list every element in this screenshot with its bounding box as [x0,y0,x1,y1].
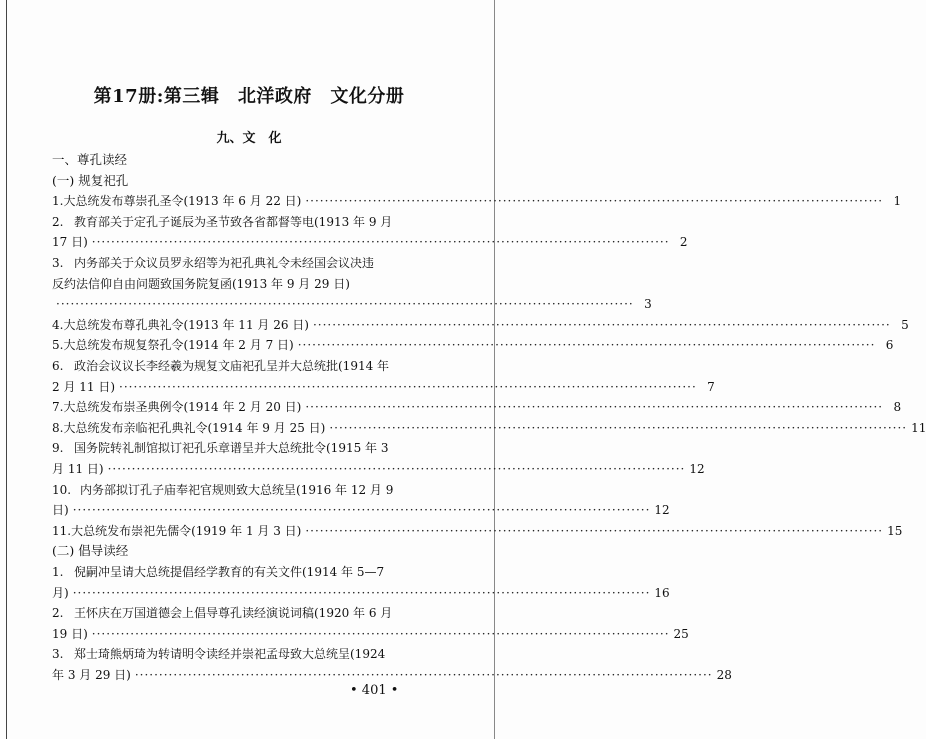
entry-page-number: 12 [654,503,670,518]
leader-dots: ························································································································ [72,503,651,518]
leader-dots: ························································································································ [305,194,884,209]
page-edge-left [6,0,7,739]
entry-page-number: 25 [673,626,689,641]
subsection-heading: (二) 倡导读经 [52,543,129,559]
toc-entry-line [52,191,902,211]
leader-dots: ························································································································ [134,668,713,682]
entry-number: 5. [52,338,64,353]
entry-number: 8. [52,420,64,435]
entry-number: 2. [52,606,64,621]
entry-page-number: 5 [901,317,909,332]
leader-dots: ························································································································ [305,400,884,415]
toc-entry-line [52,315,909,335]
leader-dots: ························································································································ [119,379,697,394]
entry-page-number: 15 [887,523,903,538]
entry-page-number: 1 [893,194,902,209]
entry-page-number: 12 [689,462,705,476]
toc-entry-line [52,294,652,314]
book-title: 第17册:第三辑 北洋政府 文化分册 [93,86,405,107]
toc-entry-line [52,335,894,355]
entry-title-text: 日) [52,503,69,518]
leader-dots: ························································································································ [56,297,634,312]
entry-number: 3. [52,256,64,270]
entry-title-text: 反约法信仰自由问题致国务院复函(1913 年 9 月 29 日) [52,276,350,291]
entry-title-text: 郑士琦熊炳琦为转请明令读经并崇祀孟母致大总统呈(1924 [74,647,386,662]
entry-title-text: 大总统发布亲临祀孔典礼令(1914 年 9 月 25 日) [63,420,326,435]
toc-entry-line [52,665,732,685]
entry-number: 2. [52,214,64,229]
entry-title-text: 大总统发布崇圣典例令(1914 年 2 月 20 日) [63,400,302,415]
page-folio: • 401 • [350,683,399,698]
entry-page-number: 11 [911,420,926,435]
toc-entry-line [52,356,446,376]
entry-title-text: 政治会议议长李经羲为规复文庙祀孔呈并大总统批(1914 年 [74,359,390,373]
leader-dots: ························································································································ [91,626,670,641]
leader-dots: ························································································································ [305,523,884,538]
entry-title-text: 大总统发布尊孔典礼令(1913 年 11 月 26 日) [63,317,309,332]
leader-dots: ························································································································ [297,338,876,353]
toc-entry-line [52,500,670,520]
toc-entry-line [52,521,903,541]
entry-title-text: 教育部关于定孔子诞辰为圣节致各省都督等电(1913 年 9 月 [74,214,393,229]
leader-dots: ························································································································ [312,317,891,332]
entry-number: 1. [52,565,64,579]
toc-entry-line [52,480,446,500]
entry-title-text: 大总统发布规复祭孔令(1914 年 2 月 7 日) [63,338,294,353]
leader-dots: ························································································································ [91,235,670,250]
entry-title-text: 月 11 日) [52,462,104,476]
toc-entry-line [52,253,446,273]
entry-number: 9. [52,441,64,456]
entry-title-text: 内务部关于众议员罗永绍等为祀孔典礼令未经国会议决违 [74,256,375,270]
entry-title-text: 倪嗣冲呈请大总统提倡经学教育的有关文件(1914 年 5—7 [74,565,385,579]
entry-title-text: 月) [52,585,69,600]
entry-number: 6. [52,359,64,373]
entry-number: 7. [52,400,64,415]
subsection-heading: (一) 规复祀孔 [52,172,129,188]
toc-entry-line [52,624,689,644]
toc-entry-line [52,397,902,417]
entry-page-number: 3 [644,297,652,312]
category-heading: 一、尊孔读经 [52,152,128,167]
entry-number: 11. [52,523,72,538]
entry-title-text: 19 日) [52,626,88,641]
entry-page-number: 16 [654,585,670,600]
toc-entry-line [52,438,446,458]
toc-entry-line [52,274,446,294]
toc-entry-line [52,232,688,252]
toc-entry-line [52,562,446,582]
leader-dots: ························································································································ [72,585,651,600]
toc-entry-line [52,644,446,664]
entry-number: 3. [52,647,64,662]
entry-number: 1. [52,194,64,209]
toc-entry-line [52,459,705,479]
toc-entry-line [52,418,926,438]
entry-page-number: 28 [716,668,732,682]
entry-title-text: 大总统发布崇祀先儒令(1919 年 1 月 3 日) [71,523,302,538]
toc-entry-line [52,603,446,623]
entry-title-text: 17 日) [52,235,88,250]
entry-title-text: 年 3 月 29 日) [52,668,131,682]
entry-number: 10. [52,482,72,497]
entry-page-number: 7 [707,379,715,394]
entry-title-text: 2 月 11 日) [52,379,116,394]
entry-title-text: 大总统发布尊崇孔圣令(1913 年 6 月 22 日) [63,194,302,209]
section-title: 九、文 化 [216,131,282,146]
toc-entry-line [52,377,715,397]
entry-number: 4. [52,317,64,332]
toc-entry-line [52,583,670,603]
entry-page-number: 2 [679,235,688,250]
entry-title-text: 内务部拟订孔子庙奉祀官规则致大总统呈(1916 年 12 月 9 [80,482,394,497]
toc-entry-line [52,212,446,232]
leader-dots: ························································································································ [107,462,686,476]
entry-page-number: 8 [893,400,902,415]
entry-title-text: 国务院转礼制馆拟订祀孔乐章谱呈并大总统批令(1915 年 3 [74,441,389,456]
leader-dots: ························································································································ [329,420,908,435]
entry-page-number: 6 [885,338,894,353]
entry-title-text: 王怀庆在万国道德会上倡导尊孔读经演说词稿(1920 年 6 月 [74,606,393,621]
